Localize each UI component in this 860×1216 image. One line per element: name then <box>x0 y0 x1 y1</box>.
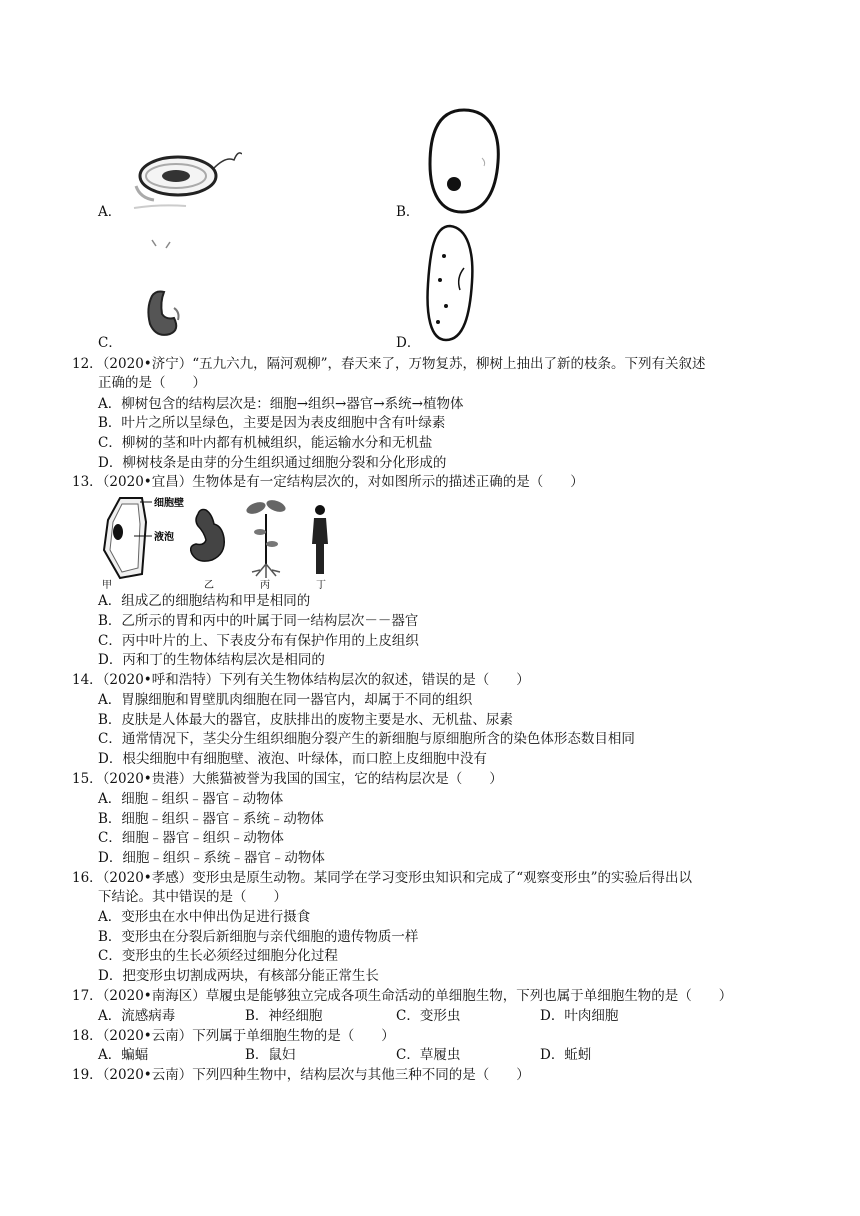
label-bing: 丙 <box>260 580 270 590</box>
q12-option-a[interactable]: A．柳树包含的结构层次是：细胞→组织→器官→系统→植物体 <box>98 396 464 412</box>
q13-option-c[interactable]: C．丙中叶片的上、下表皮分布有保护作用的上皮组织 <box>98 633 419 649</box>
person-image <box>312 505 328 574</box>
paramecium-image <box>420 222 480 344</box>
plant-cell-image <box>104 498 152 578</box>
round-cell-image <box>424 106 504 218</box>
option-d-label: D． <box>396 335 421 351</box>
label-vacuole: 液泡 <box>154 532 174 543</box>
biology-structure-figure <box>100 494 350 590</box>
q12-stem: 12．（2020•济宁）“五九六九，隔河观柳”，春天来了，万物复苏，柳树上抽出了新的枝条。下列有关叙述 <box>72 356 706 372</box>
q17-option-d[interactable]: D．叶肉细胞 <box>540 1008 619 1024</box>
q19-stem: 19．（2020•云南）下列四种生物中，结构层次与其他三种不同的是（ ） <box>72 1067 530 1083</box>
q16-option-d[interactable]: D．把变形虫切割成两块，有核部分能正常生长 <box>98 968 379 984</box>
euglena-image <box>130 146 242 218</box>
q13-option-d[interactable]: D．丙和丁的生物体结构层次是相同的 <box>98 652 325 668</box>
q17-option-c[interactable]: C．变形虫 <box>396 1008 461 1024</box>
q16-stem-cont: 下结论。其中错误的是（ ） <box>98 889 287 905</box>
q13-stem: 13．（2020•宜昌）生物体是有一定结构层次的，对如图所示的描述正确的是（ ） <box>72 474 584 490</box>
q15-option-a[interactable]: A．细胞﹣组织﹣器官﹣动物体 <box>98 791 284 807</box>
q14-stem: 14．（2020•呼和浩特）下列有关生物体结构层次的叙述，错误的是（ ） <box>72 672 530 688</box>
option-b-label: B． <box>396 204 420 220</box>
q15-option-d[interactable]: D．细胞﹣组织﹣系统﹣器官﹣动物体 <box>98 850 325 866</box>
label-ding: 丁 <box>316 580 326 590</box>
q18-option-d[interactable]: D．蚯蚓 <box>540 1047 592 1063</box>
q17-option-a[interactable]: A．流感病毒 <box>98 1008 176 1024</box>
q12-stem-cont: 正确的是（ ） <box>98 375 206 391</box>
q12-option-d[interactable]: D．柳树枝条是由芽的分生组织通过细胞分裂和分化形成的 <box>98 455 447 471</box>
plant-image <box>245 498 287 578</box>
q18-option-a[interactable]: A．蝙蝠 <box>98 1047 149 1063</box>
label-yi: 乙 <box>204 580 214 590</box>
label-cell-wall: 细胞壁 <box>154 498 184 509</box>
q14-option-c[interactable]: C．通常情况下，茎尖分生组织细胞分裂产生的新细胞与原细胞所含的染色体形态数目相同 <box>98 731 635 747</box>
stomach-image <box>191 510 225 562</box>
q14-option-d[interactable]: D．根尖细胞中有细胞壁、液泡、叶绿体，而口腔上皮细胞中没有 <box>98 751 487 767</box>
q17-stem: 17．（2020•南海区）草履虫是能够独立完成各项生命活动的单细胞生物，下列也属于单细胞生物的是（ ） <box>72 988 733 1004</box>
option-a-label: A． <box>98 204 122 220</box>
q17-option-b[interactable]: B．神经细胞 <box>245 1008 323 1024</box>
q16-option-c[interactable]: C．变形虫的生长必须经过细胞分化过程 <box>98 948 338 964</box>
q14-option-a[interactable]: A．胃腺细胞和胃壁肌肉细胞在同一器官内，却属于不同的组织 <box>98 692 473 708</box>
q16-option-b[interactable]: B．变形虫在分裂后新细胞与亲代细胞的遗传物质一样 <box>98 929 419 945</box>
q14-option-b[interactable]: B．皮肤是人体最大的器官，皮肤排出的废物主要是水、无机盐、尿素 <box>98 712 513 728</box>
fragment-cell-image <box>140 234 190 344</box>
option-c-label: C． <box>98 335 122 351</box>
q15-option-b[interactable]: B．细胞﹣组织﹣器官﹣系统﹣动物体 <box>98 811 324 827</box>
q15-option-c[interactable]: C．细胞﹣器官﹣组织﹣动物体 <box>98 830 284 846</box>
q13-option-a[interactable]: A．组成乙的细胞结构和甲是相同的 <box>98 593 311 609</box>
q18-option-c[interactable]: C．草履虫 <box>396 1047 461 1063</box>
q12-option-c[interactable]: C．柳树的茎和叶内都有机械组织，能运输水分和无机盐 <box>98 435 433 451</box>
q18-stem: 18．（2020•云南）下列属于单细胞生物的是（ ） <box>72 1028 395 1044</box>
q15-stem: 15．（2020•贵港）大熊猫被誉为我国的国宝，它的结构层次是（ ） <box>72 771 503 787</box>
label-jia: 甲 <box>102 580 112 590</box>
q12-option-b[interactable]: B．叶片之所以呈绿色，主要是因为表皮细胞中含有叶绿素 <box>98 415 446 431</box>
q16-stem: 16．（2020•孝感）变形虫是原生动物。某同学在学习变形虫知识和完成了“观察变形虫”的实验后得出以 <box>72 870 693 886</box>
q18-option-b[interactable]: B．鼠妇 <box>245 1047 296 1063</box>
q13-option-b[interactable]: B．乙所示的胃和丙中的叶属于同一结构层次－－器官 <box>98 613 419 629</box>
q16-option-a[interactable]: A．变形虫在水中伸出伪足进行摄食 <box>98 909 311 925</box>
